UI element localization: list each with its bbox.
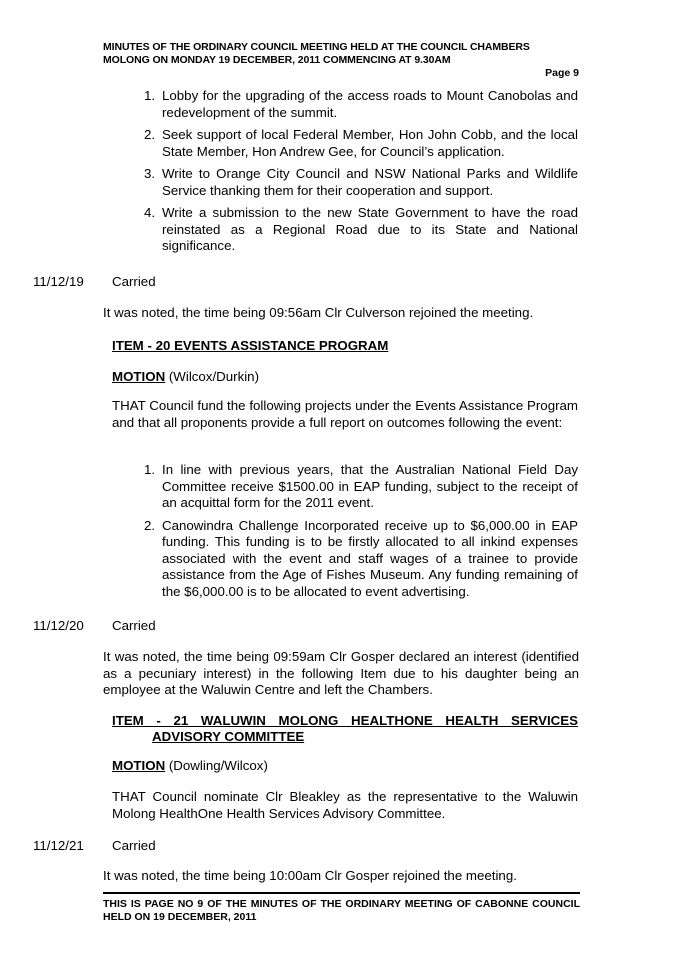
motion-label: MOTION (112, 369, 166, 384)
motion-movers: (Dowling/Wilcox) (165, 758, 268, 773)
header-title-line-2: MOLONG ON MONDAY 19 DECEMBER, 2011 COMMENCING AT 9.30AM (103, 54, 451, 66)
list-item: 2. Canowindra Challenge Incorporated receive up to $6,000.00 in EAP funding. This funding is to be firstly allocated to all inkind expenses associated with the event and staff wages of a trainee to provide assistance from the Age of Fishes Museum. Any funding remaining of the $6,000.00 is to be allocated to event advertising. (144, 517, 578, 599)
list-item: 3. Write to Orange City Council and NSW National Parks and Wildlife Service thanking them for their cooperation and support. (144, 166, 578, 198)
note-paragraph: It was noted, the time being 10:00am Clr Gosper rejoined the meeting. (103, 868, 517, 883)
motion-result: Carried (112, 618, 156, 633)
list-item: 1. Lobby for the upgrading of the access roads to Mount Canobolas and redevelopment of the summit. (144, 88, 578, 120)
minute-number: 11/12/20 (33, 618, 84, 633)
minute-number: 11/12/19 (33, 274, 84, 289)
list-item: 1. In line with previous years, that the Australian National Field Day Committee receive $1500.00 in EAP funding, subject to the receipt of an acquittal form for the 2011 event. (144, 462, 578, 510)
page-footer: THIS IS PAGE NO 9 OF THE MINUTES OF THE ORDINARY MEETING OF CABONNE COUNCIL HELD ON 19 DECEMBER, 2011 (103, 898, 580, 923)
resolution-paragraph: THAT Council nominate Clr Bleakley as the representative to the Waluwin Molong HealthOne Health Services Advisory Committee. (112, 789, 578, 821)
resolution-paragraph: THAT Council fund the following projects under the Events Assistance Program and that all proponents provide a full report on outcomes following the event: (112, 398, 578, 430)
numbered-list-continued (144, 88, 578, 261)
motion-label: MOTION (112, 758, 166, 773)
header-title-line-1: MINUTES OF THE ORDINARY COUNCIL MEETING HELD AT THE COUNCIL CHAMBERS (103, 41, 530, 53)
motion-result: Carried (112, 274, 156, 289)
motion-line (112, 758, 578, 775)
motion-movers: (Wilcox/Durkin) (165, 369, 260, 384)
footer-divider (103, 892, 580, 894)
item-heading: ITEM - 20 EVENTS ASSISTANCE PROGRAM (112, 338, 389, 353)
motion-line (112, 369, 578, 386)
page-number: Page 9 (545, 67, 579, 79)
list-item: 2. Seek support of local Federal Member, Hon John Cobb, and the local State Member, Hon Andrew Gee, for Council’s application. (144, 127, 578, 159)
page-header (103, 41, 579, 67)
list-item: 4. Write a submission to the new State Government to have the road reinstated as a Regional Road due to its State and National significance. (144, 205, 578, 253)
minute-number: 11/12/21 (33, 838, 84, 853)
note-paragraph: It was noted, the time being 09:56am Clr Culverson rejoined the meeting. (103, 305, 534, 320)
note-paragraph: It was noted, the time being 09:59am Clr Gosper declared an interest (identified as a pecuniary interest) in the following Item due to his daughter being an employee at the Waluwin Centre and left the Chambers. (103, 649, 579, 697)
motion-result: Carried (112, 838, 156, 853)
item-heading: ITEM - 21 WALUWIN MOLONG HEALTHONE HEALTH SERVICES (112, 713, 578, 728)
item-heading-continued: ADVISORY COMMITTEE (152, 729, 305, 744)
numbered-list (144, 462, 578, 606)
